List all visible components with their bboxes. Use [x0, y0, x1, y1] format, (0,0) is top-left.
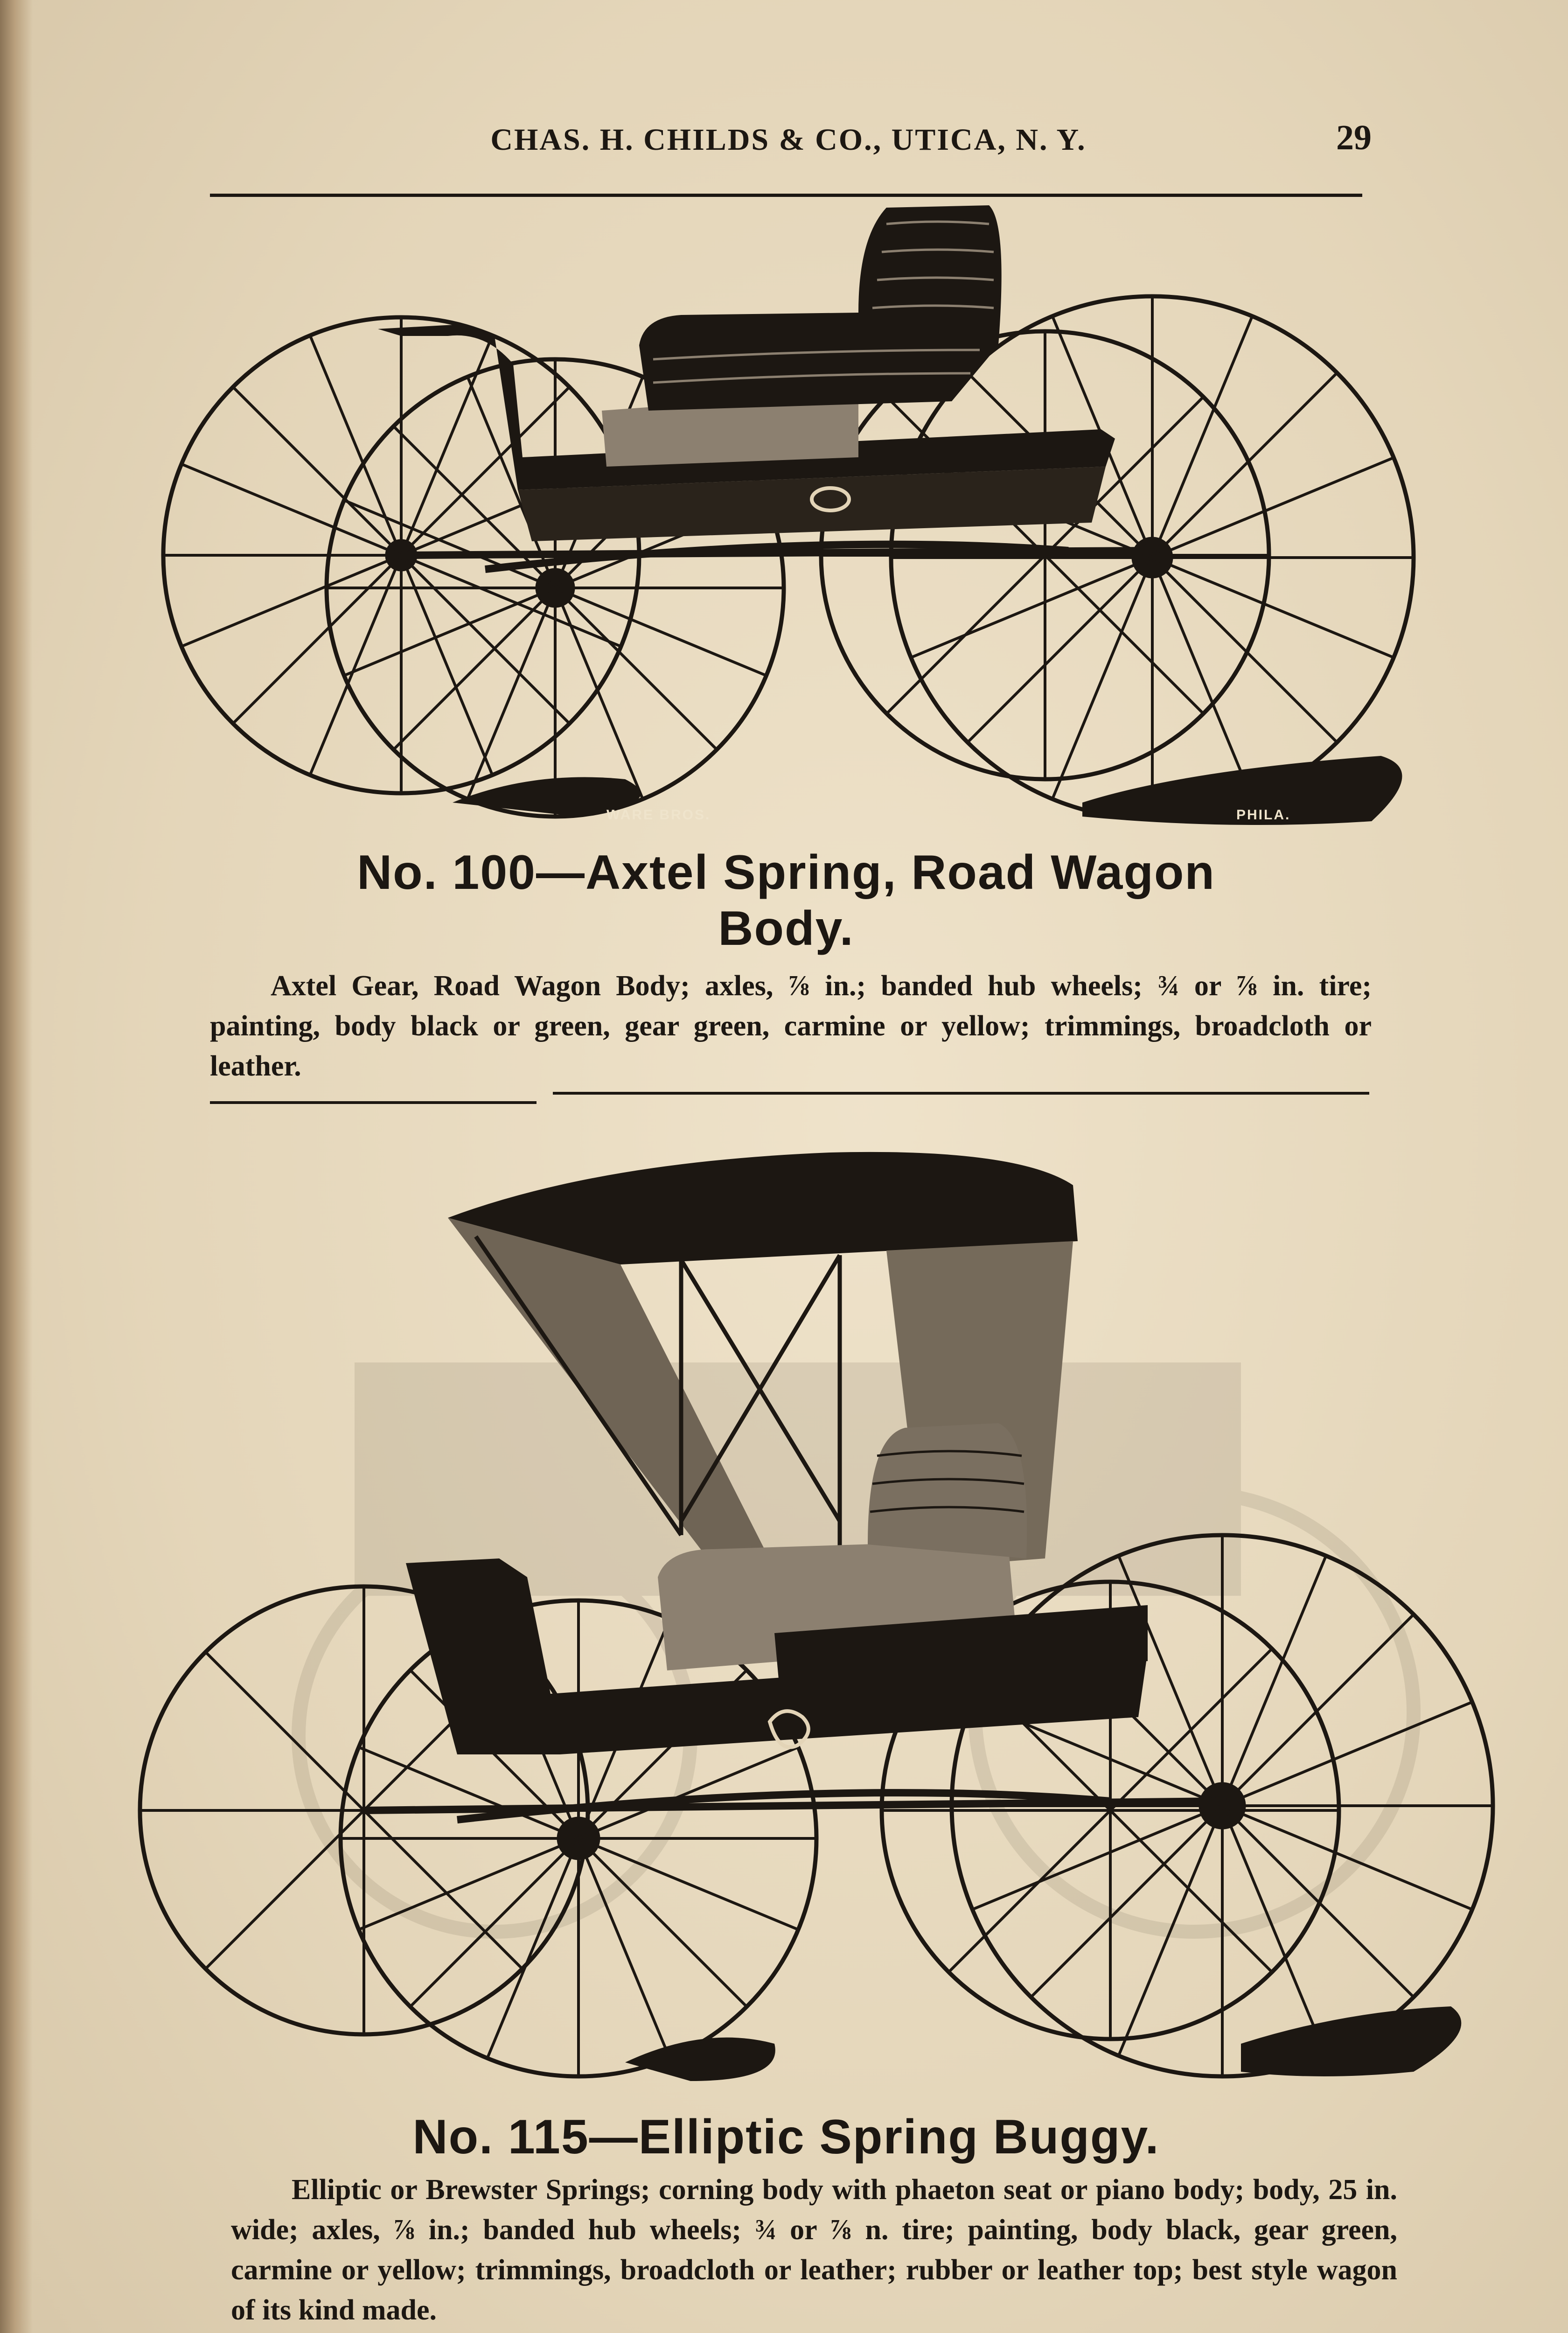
- section-rule-left: [210, 1101, 537, 1104]
- buggy-illustration: [131, 1111, 1498, 2104]
- item-100-title: [210, 845, 1362, 957]
- engraver-mark-right: PHILA.: [1236, 807, 1291, 823]
- item-115-description-text: Elliptic or Brewster Springs; corning body with phaeton seat or piano body; body, 25 in. wide; axles, ⅞ in.; banded hub wheels; ¾ or ⅞ n. tire; painting, body black, gear green, carmine or yellow; trimmings, broadcloth or leather; rubber or leather top; best style wagon of its kind made.: [231, 2174, 1397, 2326]
- running-head: CHAS. H. CHILDS & CO., UTICA, N. Y.: [490, 123, 1087, 157]
- item-100-title-line2: Body.: [718, 901, 854, 956]
- engraver-mark-left: WARE BROS.: [606, 807, 711, 823]
- book-gutter-shadow: [0, 0, 33, 2333]
- item-115-description: [231, 2170, 1397, 2330]
- item-115-title: No. 115—Elliptic Spring Buggy.: [412, 2110, 1160, 2164]
- road-wagon-illustration: [159, 196, 1428, 849]
- road-wagon-body: [378, 205, 1115, 541]
- item-100-description: [210, 966, 1372, 1086]
- item-100-title-line1: No. 100—Axtel Spring, Road Wagon: [357, 845, 1215, 900]
- page-number: 29: [1336, 118, 1372, 157]
- item-100-description-text: Axtel Gear, Road Wagon Body; axles, ⅞ in.; banded hub wheels; ¾ or ⅞ in. tire; painting, body black or green, gear green, carmine or yellow; trimmings, broadcloth or leather.: [210, 970, 1372, 1082]
- section-rule-right: [553, 1092, 1369, 1095]
